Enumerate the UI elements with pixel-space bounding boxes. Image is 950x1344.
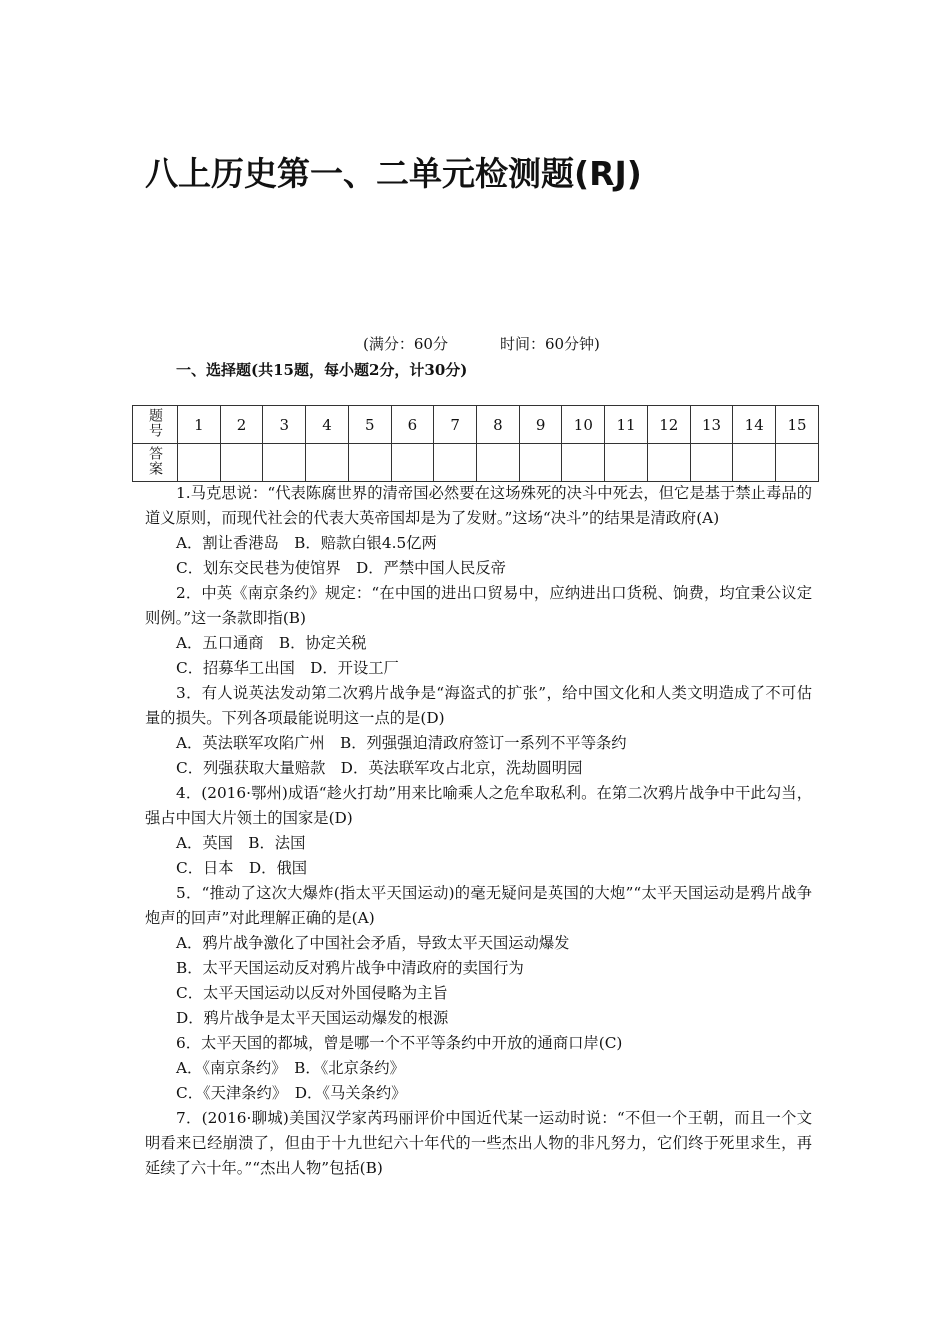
answer-cell[interactable]	[220, 444, 263, 482]
number-cell: 8	[477, 406, 520, 444]
number-cell: 5	[348, 406, 391, 444]
number-cell: 4	[306, 406, 349, 444]
answer-cell[interactable]	[348, 444, 391, 482]
question-options: D．鸦片战争是太平天国运动爆发的根源	[176, 1009, 449, 1027]
question-options: A．鸦片战争激化了中国社会矛盾，导致太平天国运动爆发	[176, 934, 570, 952]
question-options: A．割让香港岛 B．赔款白银4.5亿两	[176, 534, 437, 552]
vertical-label: 答案	[147, 445, 163, 476]
answer-cell[interactable]	[690, 444, 733, 482]
exam-meta	[363, 333, 600, 354]
answer-cell[interactable]	[391, 444, 434, 482]
vertical-label: 题号	[147, 407, 163, 438]
number-cell: 15	[776, 406, 819, 444]
question-options: C．列强获取大量赔款 D．英法联军攻占北京，洗劫圆明园	[176, 759, 583, 777]
question-stem: 4．(2016·鄂州)成语“趁火打劫”用来比喻乘人之危牟取私利。在第二次鸦片战争中干此勾当，强占中国大片领土的国家是(D)	[145, 784, 812, 827]
answer-cell[interactable]	[647, 444, 690, 482]
exam-time: 时间：60分钟)	[499, 335, 600, 353]
question-list	[145, 481, 812, 1181]
answer-cell[interactable]	[605, 444, 648, 482]
section-heading: 一、选择题(共15题，每小题2分，计30分)	[176, 361, 468, 379]
number-cell: 11	[605, 406, 648, 444]
number-row-label	[133, 406, 178, 444]
answer-cell[interactable]	[519, 444, 562, 482]
number-cell: 1	[178, 406, 221, 444]
number-cell: 9	[519, 406, 562, 444]
number-cell: 10	[562, 406, 605, 444]
answer-cell[interactable]	[178, 444, 221, 482]
number-cell: 12	[647, 406, 690, 444]
full-score: (满分：60分	[363, 335, 448, 353]
question-stem: 7．(2016·聊城)美国汉学家芮玛丽评价中国近代某一运动时说：“不但一个王朝，而且一个文明看来已经崩溃了，但由于十九世纪六十年代的一些杰出人物的非凡努力，它们终于死里求生，再延续了六十年。”“杰出人物”包括(B)	[145, 1109, 812, 1177]
question-options: A．英国 B．法国	[176, 834, 306, 852]
number-cell: 14	[733, 406, 776, 444]
question-stem: 5．“推动了这次大爆炸(指太平天国运动)的毫无疑问是英国的大炮”“太平天国运动是鸦片战争炮声的回声”对此理解正确的是(A)	[145, 884, 812, 927]
question-options: C．《天津条约》 D．《马关条约》	[176, 1084, 407, 1102]
answer-cell[interactable]	[434, 444, 477, 482]
number-cell: 7	[434, 406, 477, 444]
number-cell: 13	[690, 406, 733, 444]
answer-cell[interactable]	[306, 444, 349, 482]
answer-row-label	[133, 444, 178, 482]
question-options: C．招募华工出国 D．开设工厂	[176, 659, 399, 677]
page-title: 八上历史第一、二单元检测题(RJ)	[145, 154, 642, 193]
question-options: A．五口通商 B．协定关税	[176, 634, 367, 652]
number-cell: 2	[220, 406, 263, 444]
answer-cell[interactable]	[776, 444, 819, 482]
question-options: C．日本 D．俄国	[176, 859, 308, 877]
question-options: A．《南京条约》 B．《北京条约》	[176, 1059, 405, 1077]
number-cell: 3	[263, 406, 306, 444]
question-stem: 2．中英《南京条约》规定：“在中国的进出口贸易中，应纳进出口货税、饷费，均宜秉公议定则例。”这一条款即指(B)	[145, 584, 812, 627]
question-options: A．英法联军攻陷广州 B．列强强迫清政府签订一系列不平等条约	[176, 734, 627, 752]
question-options: C．划东交民巷为使馆界 D．严禁中国人民反帝	[176, 559, 506, 577]
question-options: B．太平天国运动反对鸦片战争中清政府的卖国行为	[176, 959, 524, 977]
answer-cell[interactable]	[733, 444, 776, 482]
answer-table-number-row	[133, 406, 819, 444]
number-cell: 6	[391, 406, 434, 444]
answer-cell[interactable]	[562, 444, 605, 482]
answer-cell[interactable]	[477, 444, 520, 482]
question-stem: 1.马克思说：“代表陈腐世界的清帝国必然要在这场殊死的决斗中死去，但它是基于禁止毒品的道义原则，而现代社会的代表大英帝国却是为了发财。”这场“决斗”的结果是清政府(A)	[145, 484, 812, 527]
question-options: C．太平天国运动以反对外国侵略为主旨	[176, 984, 448, 1002]
answer-table	[132, 405, 819, 482]
question-stem: 3．有人说英法发动第二次鸦片战争是“海盗式的扩张”，给中国文化和人类文明造成了不可估量的损失。下列各项最能说明这一点的是(D)	[145, 684, 812, 727]
question-stem: 6．太平天国的都城，曾是哪一个不平等条约中开放的通商口岸(C)	[176, 1034, 623, 1052]
answer-table-answer-row	[133, 444, 819, 482]
answer-cell[interactable]	[263, 444, 306, 482]
